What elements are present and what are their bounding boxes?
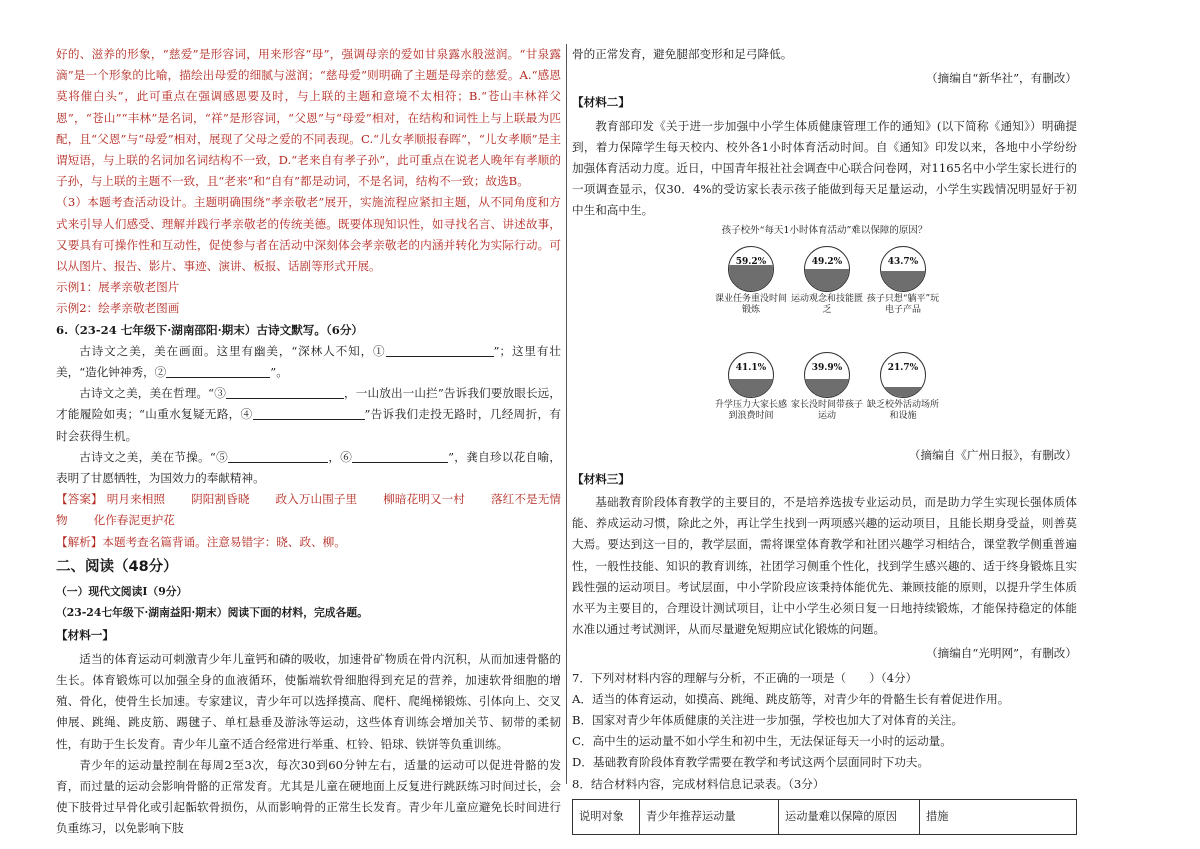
table-cell: 措施 — [920, 799, 1077, 834]
percent-circle — [728, 246, 774, 292]
percent-fill — [805, 379, 849, 397]
answer-label: 【答案】 — [56, 492, 103, 507]
column-divider — [566, 44, 567, 784]
q6-text: ”；这里有壮美，“造化钟神秀，② — [56, 343, 561, 380]
percent-label: 21.7% — [887, 362, 919, 373]
percent-label: 59.2% — [735, 256, 767, 267]
percent-fill — [881, 387, 925, 397]
source-note-2: （摘编自《广州日报》，有删改） — [908, 447, 1077, 462]
q6-text: 古诗文之美，美在节操。“⑤ — [79, 449, 229, 464]
analysis-line: 【解析】本题考查名篇背诵。注意易错字：晓、政、柳。 — [56, 534, 346, 549]
material-3-heading: 【材料三】 — [572, 471, 630, 486]
answer-item: 阴阳割昏晓 — [191, 492, 250, 507]
q7-option-c[interactable]: C．高中生的运动量不如小学生和初中生，无法保证每天一小时的运动量。 — [572, 734, 952, 749]
percent-label: 43.7% — [887, 256, 919, 267]
answer-explanation-text: 好的、滋养的形象，“慈爱”是形容词，用来形容“母”，强调母亲的爱如甘泉露水般滋润。“甘泉露滴”是一个形象的比喻，描绘出母爱的细腻与滋润；“慈母爱”则明确了主题是母亲的慈爱。A.“感恩莫将催白头”，此可重点在强调感恩要及时，与上联的主题和意境不太相符；B.“苍山丰林祥父恩”，“苍山”“丰林”是名词，“祥”是形容词，“父恩”与“母爱”相对，在结构和词性上与上联最为匹配，且“父恩”与“母爱”相对，展现了父母之爱的不同表现。C.“儿女孝顺报春晖”，“儿女孝顺”是主谓短语，与上联的名词加名词结构不一致，D.“老来自有孝子孙”，此可重点在说老人晚年有孝顺的子孙，与上联的主题不一致，且“老来”和“自有”都是动词，不是名词，结构不一致；故选B。 — [56, 47, 561, 189]
percent-circle — [728, 352, 774, 398]
q6-text: ”。 — [270, 365, 288, 380]
answer-item: 落红不是无情物 — [56, 492, 561, 528]
survey-chart — [572, 242, 1077, 442]
chart-item — [714, 352, 788, 422]
category-label: 课业任务重没时间锻炼 — [714, 293, 787, 315]
question-8: 8．结合材料内容，完成材料信息记录表。（3分） — [572, 776, 825, 791]
q6-text: 古诗文之美，美在画面。这里有幽美，“深林人不知，① — [79, 343, 386, 358]
category-label: 运动观念和技能匮乏 — [790, 293, 863, 315]
material-1-paragraph-1: 适当的体育运动可刺激青少年儿童钙和磷的吸收，加速骨矿物质在骨内沉积，从而加速骨骼的生长。体育锻炼可以加强全身的血液循环，使骺端软骨细胞得到充足的营养，加速软骨细胞的增殖、骨化，使骨生长加速。专家建议，青少年可以选择摸高、爬杆、爬绳梯锻炼、引体向上、交叉伸展、跳绳、跳皮筋、踢毽子、单杠悬垂及游泳等运动，这些体育训练会增加关节、韧带的柔韧性，有助于生长发育。青少年儿童不适合经常进行举重、杠铃、铅球、铁饼等负重训练。 — [56, 651, 561, 751]
percent-circle — [880, 352, 926, 398]
material-3-paragraph: 基础教育阶段体育教学的主要目的，不是培养选拔专业运动员，而是助力学生实现长强体质体能、养成运动习惯，除此之外，再让学生找到一两项感兴趣的运动项目，且能长期身受益，则善莫大焉。要达到这一目的，教学层面，需将课堂体育教学和社团兴趣学习相结合，课堂教学侧重普遍性，一般性技能、知识的教育训练，社团学习侧重个性化，找到学生感兴趣的、适于终身锻炼且实践性强的运动项目。考试层面，中小学阶段应该秉持体能优先、兼顾技能的原则，以提升学生体质水平为主要目的，合理设计测试项目，让中小学生必须日复一日地持续锻炼，才能保持稳定的体能水准以通过考试测评，从而尽量避免短期应试化锻炼的问题。 — [572, 495, 1077, 637]
q7-option-a[interactable]: A．适当的体育运动，如摸高、跳绳、跳皮筋等，对青少年的骨骼生长有着促进作用。 — [572, 691, 1010, 706]
percent-circle — [804, 352, 850, 398]
blank-2[interactable] — [166, 364, 270, 378]
q6-text: ，一山放出一山拦”告诉我们要放眼长远，才能履险如夷；“山重水复疑无路，④ — [56, 386, 561, 422]
material-1-paragraph-2: 青少年的运动量控制在每周2至3次，每次30到60分钟左右，适量的运动可以促进骨骼的发育，而过量的运动会影响骨骼的正常发育。尤其是儿童在硬地面上反复进行跳跃练习时间过长，会使下肢骨过早骨化或引起骺软骨损伤，从而影响骨的正常生长发育。青少年儿童应避免长时间进行负重练习，以免影响下肢 — [56, 757, 561, 836]
percent-circle — [804, 246, 850, 292]
material-2-paragraph: 教育部印发《关于进一步加强中小学生体质健康管理工作的通知》(以下简称《通知》）明确提到，着力保障学生每天校内、校外各1小时体育活动时间。自《通知》印发以来，各地中小学纷纷加强体育活动力度。近日，中国青年报社社会调查中心联合问卷网，对1165名中小学生家长进行的一项调查显示，仅30．4%的受访家长表示孩子能做到每天足量运动，小学生实践情况明显好于初中生和高中生。 — [572, 118, 1077, 218]
right-column — [572, 44, 1077, 835]
activity-design-explanation: （3）本题考查活动设计。主题明确围绕“孝亲敬老”展开，实施流程应紧扣主题，从不同角度和方式来引导人们感受、理解并践行孝亲敬老的传统美德。既要体现知识性，如寻找名言、讲述故事，又要具有可操作性和互动性，促使参与者在活动中深刻体会孝亲敬老的内涵并转化为实际行动。可以从图片、报告、影片、事迹、演讲、板报、话剧等形式开展。 — [56, 195, 561, 274]
table-row — [573, 799, 1077, 834]
section-heading: 二、阅读（48分） — [56, 558, 178, 575]
blank-3[interactable] — [226, 385, 344, 399]
q6-text: 古诗文之美，美在哲理。“③ — [79, 386, 226, 401]
category-label: 升学压力大家长感到浪费时间 — [714, 399, 787, 421]
percent-circle — [880, 246, 926, 292]
chart-item — [790, 352, 864, 422]
subsection-heading: （一）现代文阅读Ⅰ（9分） — [56, 585, 188, 599]
q6-text: ”，龚自珍以花自喻，表明了甘愿牺牲，为国效力的奉献精神。 — [56, 449, 561, 486]
material-1-continued: 骨的正常发育，避免腿部变形和足弓降低。 — [572, 47, 793, 61]
q6-text: ”告诉我们走投无路时，几经周折，有时会获得生机。 — [56, 407, 561, 443]
answer-item: 柳暗花明又一村 — [383, 492, 465, 507]
percent-fill — [881, 271, 925, 290]
table-cell: 青少年推荐运动量 — [640, 799, 779, 834]
source-note-1: （摘编自“新华社”，有删改） — [926, 71, 1077, 86]
chart-item — [714, 246, 788, 316]
percent-label: 49.2% — [811, 256, 843, 267]
record-table — [572, 799, 1077, 835]
left-column — [56, 44, 561, 840]
chart-item — [866, 352, 940, 422]
table-cell: 运动量难以保障的原因 — [779, 799, 920, 834]
q6-paragraph-3 — [56, 447, 561, 489]
percent-label: 41.1% — [735, 362, 767, 373]
example-1: 示例1：展孝亲敬老图片 — [56, 280, 180, 295]
percent-fill — [729, 379, 773, 397]
blank-4[interactable] — [253, 406, 365, 420]
material-2-heading: 【材料二】 — [572, 95, 630, 110]
material-1-heading: 【材料一】 — [56, 628, 114, 643]
blank-5[interactable] — [228, 449, 328, 463]
q6-text: ，⑥ — [328, 449, 353, 464]
category-label: 孩子只想“躺平”玩电子产品 — [866, 293, 940, 315]
blank-6[interactable] — [352, 449, 448, 463]
q6-paragraph-2 — [56, 383, 561, 447]
question-7: 7．下列对材料内容的理解与分析，不正确的一项是（ ）（4分） — [572, 670, 918, 685]
q6-paragraph-1 — [56, 341, 561, 383]
chart-item — [790, 246, 864, 316]
category-label: 家长没时间带孩子运动 — [790, 399, 863, 421]
chart-item — [866, 246, 940, 316]
blank-1[interactable] — [386, 343, 494, 357]
reading-intro: （23-24七年级下·湖南益阳·期末）阅读下面的材料，完成各题。 — [56, 606, 368, 620]
q7-option-d[interactable]: D．基础教育阶段体育教学需要在教学和考试这两个层面同时下功夫。 — [572, 755, 930, 770]
category-label: 缺乏校外活动场所和设施 — [866, 399, 939, 421]
answer-line — [56, 489, 561, 531]
percent-label: 39.9% — [811, 362, 843, 373]
answer-item: 政入万山围子里 — [275, 492, 358, 507]
table-cell: 说明对象 — [573, 799, 640, 834]
source-note-3: （摘编自“光明网”，有删改） — [926, 646, 1077, 661]
answer-item: 化作春泥更护花 — [93, 513, 175, 528]
question-6-heading: 6.（23-24 七年级下·湖南邵阳·期末）古诗文默写。（6分） — [56, 322, 364, 337]
answer-item: 明月来相照 — [106, 492, 166, 507]
example-2: 示例2：绘孝亲敬老图画 — [56, 301, 180, 316]
chart-title: 孩子校外“每天1小时体育活动”难以保障的原因？ — [721, 224, 928, 236]
q7-option-b[interactable]: B．国家对青少年体质健康的关注进一步加强，学校也加大了对体育的关注。 — [572, 713, 964, 728]
